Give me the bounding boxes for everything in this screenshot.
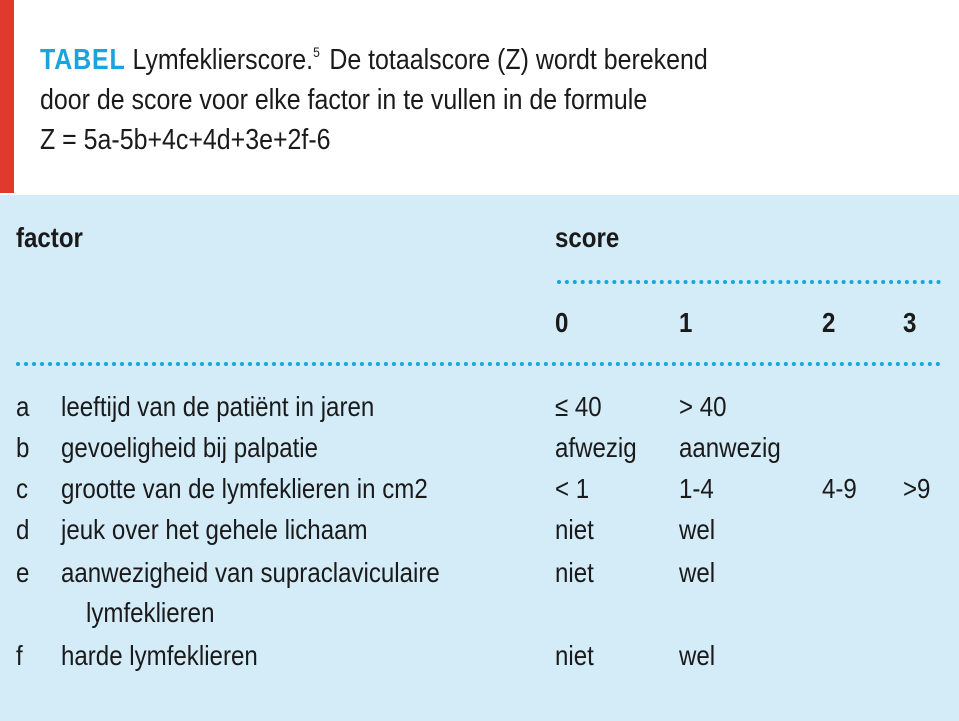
row-a-letter: a (16, 391, 30, 422)
row-c-score-3: >9 (903, 473, 931, 504)
row-f-score-1: wel (679, 640, 716, 671)
row-b-factor: gevoeligheid bij palpatie (61, 432, 319, 463)
score-header-divider (557, 280, 941, 284)
header-score-level-2: 2 (822, 307, 836, 338)
caption-formula: Z = 5a-5b+4c+4d+3e+2f-6 (40, 124, 331, 156)
caption-line-1-rest: De totaalscore (Z) wordt berekend (322, 44, 708, 76)
row-f-factor: harde lymfeklieren (61, 640, 258, 671)
row-c-score-1: 1-4 (679, 473, 714, 504)
caption-title: Lymfeklierscore. (132, 44, 314, 76)
row-d-factor: jeuk over het gehele lichaam (61, 514, 368, 545)
row-b-score-0: afwezig (555, 432, 637, 463)
header-score: score (555, 222, 620, 253)
table-caption (40, 32, 814, 160)
row-e-score-0: niet (555, 557, 594, 588)
row-f-letter: f (16, 640, 23, 671)
caption-reference: 5 (313, 44, 320, 60)
row-c-score-2: 4-9 (822, 473, 857, 504)
header-score-level-3: 3 (903, 307, 917, 338)
row-e-letter: e (16, 557, 30, 588)
caption-line-1 (40, 32, 814, 80)
header-score-level-1: 1 (679, 307, 693, 338)
row-b-letter: b (16, 432, 30, 463)
row-e-factor: aanwezigheid van supraclaviculaire (61, 557, 440, 588)
row-d-score-1: wel (679, 514, 716, 545)
row-b-score-1: aanwezig (679, 432, 781, 463)
row-e-factor-continuation: lymfeklieren (86, 597, 215, 628)
row-a-factor: leeftijd van de patiënt in jaren (61, 391, 375, 422)
caption-tag: TABEL (40, 44, 126, 76)
caption-accent-bar (0, 0, 14, 193)
header-score-level-0: 0 (555, 307, 569, 338)
header-divider (16, 362, 941, 366)
row-c-score-0: < 1 (555, 473, 590, 504)
caption-line-2: door de score voor elke factor in te vullen in de formule (40, 84, 648, 116)
row-a-score-0: ≤ 40 (555, 391, 602, 422)
row-a-score-1: > 40 (679, 391, 727, 422)
score-table (0, 195, 959, 721)
row-d-score-0: niet (555, 514, 594, 545)
row-c-factor: grootte van de lymfeklieren in cm2 (61, 473, 428, 504)
header-factor: factor (16, 222, 83, 253)
row-e-score-1: wel (679, 557, 716, 588)
row-c-letter: c (16, 473, 29, 504)
row-f-score-0: niet (555, 640, 594, 671)
row-d-letter: d (16, 514, 30, 545)
